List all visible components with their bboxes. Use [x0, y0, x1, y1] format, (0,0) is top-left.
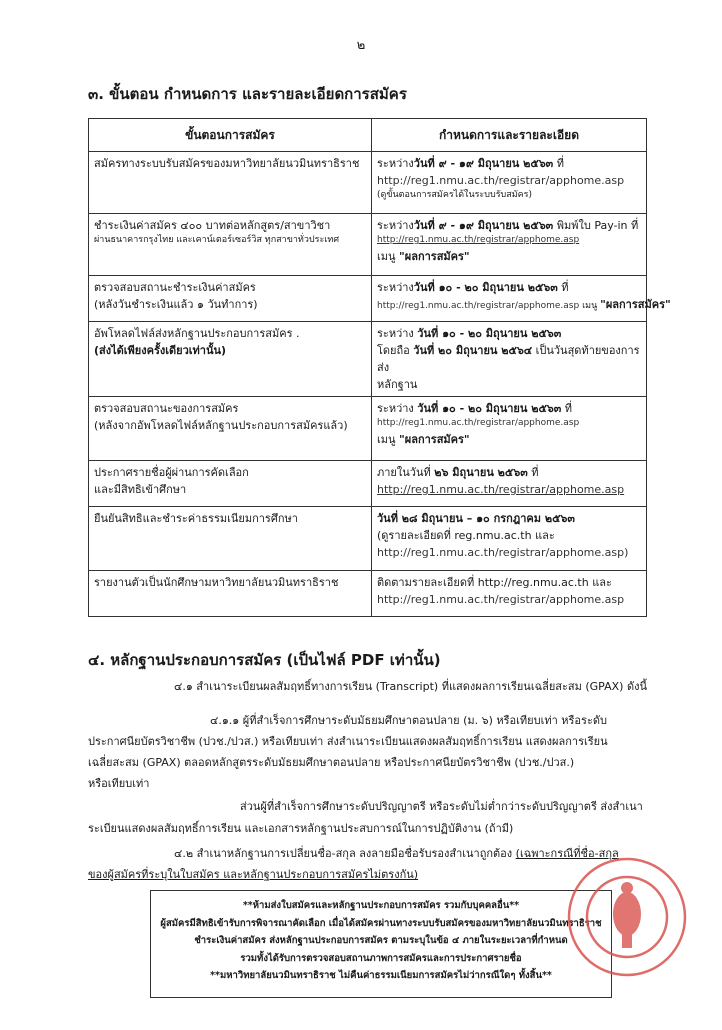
- section-3-title: ๓. ขั้นตอน กำหนดการ และรายละเอียดการสมัคร: [88, 85, 407, 103]
- item-4-2-line2: ของผู้สมัครที่ระบุในใบสมัคร และหลักฐานประกอบการสมัครไม่ตรงกัน): [88, 868, 419, 881]
- seal-emblem-icon: [613, 882, 641, 948]
- schedule-cell: ติดตามรายละเอียดที่ http://reg.nmu.ac.th และ http://reg1.nmu.ac.th/registrar/apphome.asp: [372, 571, 647, 617]
- item-4-1-1-line2: ประกาศนียบัตรวิชาชีพ (ปวช./ปวส.) หรือเทียบเท่า ส่งสำเนาระเบียนแสดงผลสัมฤทธิ์การเรียน แสดงผลการเรียน: [88, 735, 608, 748]
- schedule-cell: ระหว่างวันที่ ๙ - ๑๙ มิถุนายน ๒๕๖๓ ที่ http://reg1.nmu.ac.th/registrar/apphome.asp (ดูขั้นตอนการสมัครได้ในระบบรับสมัคร): [372, 152, 647, 214]
- page-number: ๒: [356, 38, 366, 53]
- item-4-1-1-line3: เฉลี่ยสะสม (GPAX) ตลอดหลักสูตรระดับมัธยมศึกษาตอนปลาย หรือประกาศนียบัตรวิชาชีพ (ปวช./ปวส.): [88, 756, 575, 769]
- degree-note-line2: ระเบียนแสดงผลสัมฤทธิ์การเรียน และเอกสารหลักฐานประสบการณ์ในการปฏิบัติงาน (ถ้ามี): [88, 822, 514, 835]
- schedule-cell: ระหว่าง วันที่ ๑๐ - ๒๐ มิถุนายน ๒๕๖๓ ที่ http://reg1.nmu.ac.th/registrar/apphome.asp เมนู "ผลการสมัคร": [372, 397, 647, 461]
- step-cell: รายงานตัวเป็นนักศึกษามหาวิทยาลัยนวมินทราธิราช: [89, 571, 372, 617]
- notice-line: ผู้สมัครมีสิทธิเข้ารับการพิจารณาคัดเลือก เมื่อได้สมัครผ่านทางระบบรับสมัครของมหาวิทยาลัยนวมินทราธิราช: [160, 917, 602, 929]
- registration-link[interactable]: http://reg1.nmu.ac.th/registrar/apphome.asp: [377, 235, 580, 246]
- notice-line: ชำระเงินค่าสมัคร ส่งหลักฐานประกอบการสมัคร ตามระบุในข้อ ๔ ภายในระยะเวลาที่กำหนด: [194, 935, 568, 947]
- section-4-title: ๔. หลักฐานประกอบการสมัคร (เป็นไฟล์ PDF เท่านั้น): [88, 651, 441, 669]
- registration-link[interactable]: http://reg1.nmu.ac.th/registrar/apphome.asp): [377, 546, 629, 560]
- table-row: [89, 571, 647, 617]
- registration-link[interactable]: http://reg1.nmu.ac.th/registrar/apphome.asp: [377, 301, 580, 312]
- schedule-cell: ระหว่าง วันที่ ๑๐ - ๒๐ มิถุนายน ๒๕๖๓ โดยถือ วันที่ ๒๐ มิถุนายน ๒๕๖๔ เป็นวันสุดท้ายของการส่ง หลักฐาน: [372, 322, 647, 397]
- item-4-2-line1: ๔.๒ สำเนาหลักฐานการเปลี่ยนชื่อ-สกุล ลงลายมือชื่อรับรองสำเนาถูกต้อง (เฉพาะกรณีที่ชื่อ-สกุล: [174, 847, 619, 860]
- registration-link[interactable]: http://reg1.nmu.ac.th/registrar/apphome.asp: [377, 174, 625, 188]
- table-row: [89, 461, 647, 507]
- step-cell: ชำระเงินค่าสมัคร ๔๐๐ บาทต่อหลักสูตร/สาขาวิชา ผ่านธนาคารกรุงไทย และเคาน์เตอร์เซอร์วิส ทุกสาขาทั่วประเทศ: [89, 214, 372, 276]
- notice-line: **มหาวิทยาลัยนวมินทราธิราช ไม่คืนค่าธรรมเนียมการสมัครไม่ว่ากรณีใดๆ ทั้งสิ้น**: [210, 970, 552, 982]
- table-row: [89, 507, 647, 571]
- notice-box: [150, 890, 612, 998]
- schedule-cell: ระหว่างวันที่ ๙ - ๑๙ มิถุนายน ๒๕๖๓ พิมพ์ใบ Pay-in ที่ http://reg1.nmu.ac.th/registrar/apphome.asp เมนู "ผลการสมัคร": [372, 214, 647, 276]
- item-4-1-1-line1: ๔.๑.๑ ผู้ที่สำเร็จการศึกษาระดับมัธยมศึกษาตอนปลาย (ม. ๖) หรือเทียบเท่า หรือระดับ: [210, 714, 607, 727]
- registration-link[interactable]: http://reg1.nmu.ac.th/registrar/apphome.asp: [377, 418, 580, 429]
- header-schedule: กำหนดการและรายละเอียด: [372, 119, 647, 152]
- registration-link[interactable]: http://reg1.nmu.ac.th/registrar/apphome.asp: [377, 483, 625, 497]
- item-4-1: ๔.๑ สำเนาระเบียนผลสัมฤทธิ์ทางการเรียน (Transcript) ที่แสดงผลการเรียนเฉลี่ยสะสม (GPAX) ดังนี้: [174, 680, 647, 693]
- table-row: [89, 214, 647, 276]
- table-row: [89, 276, 647, 322]
- schedule-cell: ภายในวันที่ ๒๖ มิถุนายน ๒๕๖๓ ที่ http://reg1.nmu.ac.th/registrar/apphome.asp: [372, 461, 647, 507]
- step-cell: ตรวจสอบสถานะของการสมัคร (หลังจากอัพโหลดไฟล์หลักฐานประกอบการสมัครแล้ว): [89, 397, 372, 461]
- table-row: [89, 397, 647, 461]
- schedule-cell: วันที่ ๒๘ มิถุนายน – ๑๐ กรกฎาคม ๒๕๖๓ (ดูรายละเอียดที่ reg.nmu.ac.th และ http://reg1.nmu.ac.th/registrar/apphome.asp): [372, 507, 647, 571]
- notice-line: **ห้ามส่งใบสมัครและหลักฐานประกอบการสมัคร รวมกับบุคคลอื่น**: [242, 900, 520, 911]
- header-steps: ขั้นตอนการสมัคร: [89, 119, 372, 152]
- step-cell: ยืนยันสิทธิและชำระค่าธรรมเนียมการศึกษา: [89, 507, 372, 571]
- step-cell: สมัครทางระบบรับสมัครของมหาวิทยาลัยนวมินทราธิราช: [89, 152, 372, 214]
- step-cell: ประกาศรายชื่อผู้ผ่านการคัดเลือก และมีสิทธิเข้าศึกษา: [89, 461, 372, 507]
- notice-line: รวมทั้งได้รับการตรวจสอบสถานภาพการสมัครและการประกาศรายชื่อ: [240, 952, 522, 964]
- registration-link[interactable]: http://reg1.nmu.ac.th/registrar/apphome.asp: [377, 593, 625, 607]
- table-row: [89, 152, 647, 214]
- table-row: [89, 322, 647, 397]
- official-seal-stamp: [562, 852, 692, 982]
- schedule-cell: ระหว่างวันที่ ๑๐ - ๒๐ มิถุนายน ๒๕๖๓ ที่ http://reg1.nmu.ac.th/registrar/apphome.asp เมนู "ผลการสมัคร": [372, 276, 647, 322]
- degree-note-line1: ส่วนผู้ที่สำเร็จการศึกษาระดับปริญญาตรี หรือระดับไม่ต่ำกว่าระดับปริญญาตรี ส่งสำเนา: [240, 800, 643, 813]
- step-cell: อัพโหลดไฟล์ส่งหลักฐานประกอบการสมัคร . (ส่งได้เพียงครั้งเดียวเท่านั้น): [89, 322, 372, 397]
- step-cell: ตรวจสอบสถานะชำระเงินค่าสมัคร (หลังวันชำระเงินแล้ว ๑ วันทำการ): [89, 276, 372, 322]
- table-header-row: [89, 119, 647, 152]
- item-4-1-1-line4: หรือเทียบเท่า: [88, 777, 150, 790]
- application-schedule-table: [88, 118, 671, 617]
